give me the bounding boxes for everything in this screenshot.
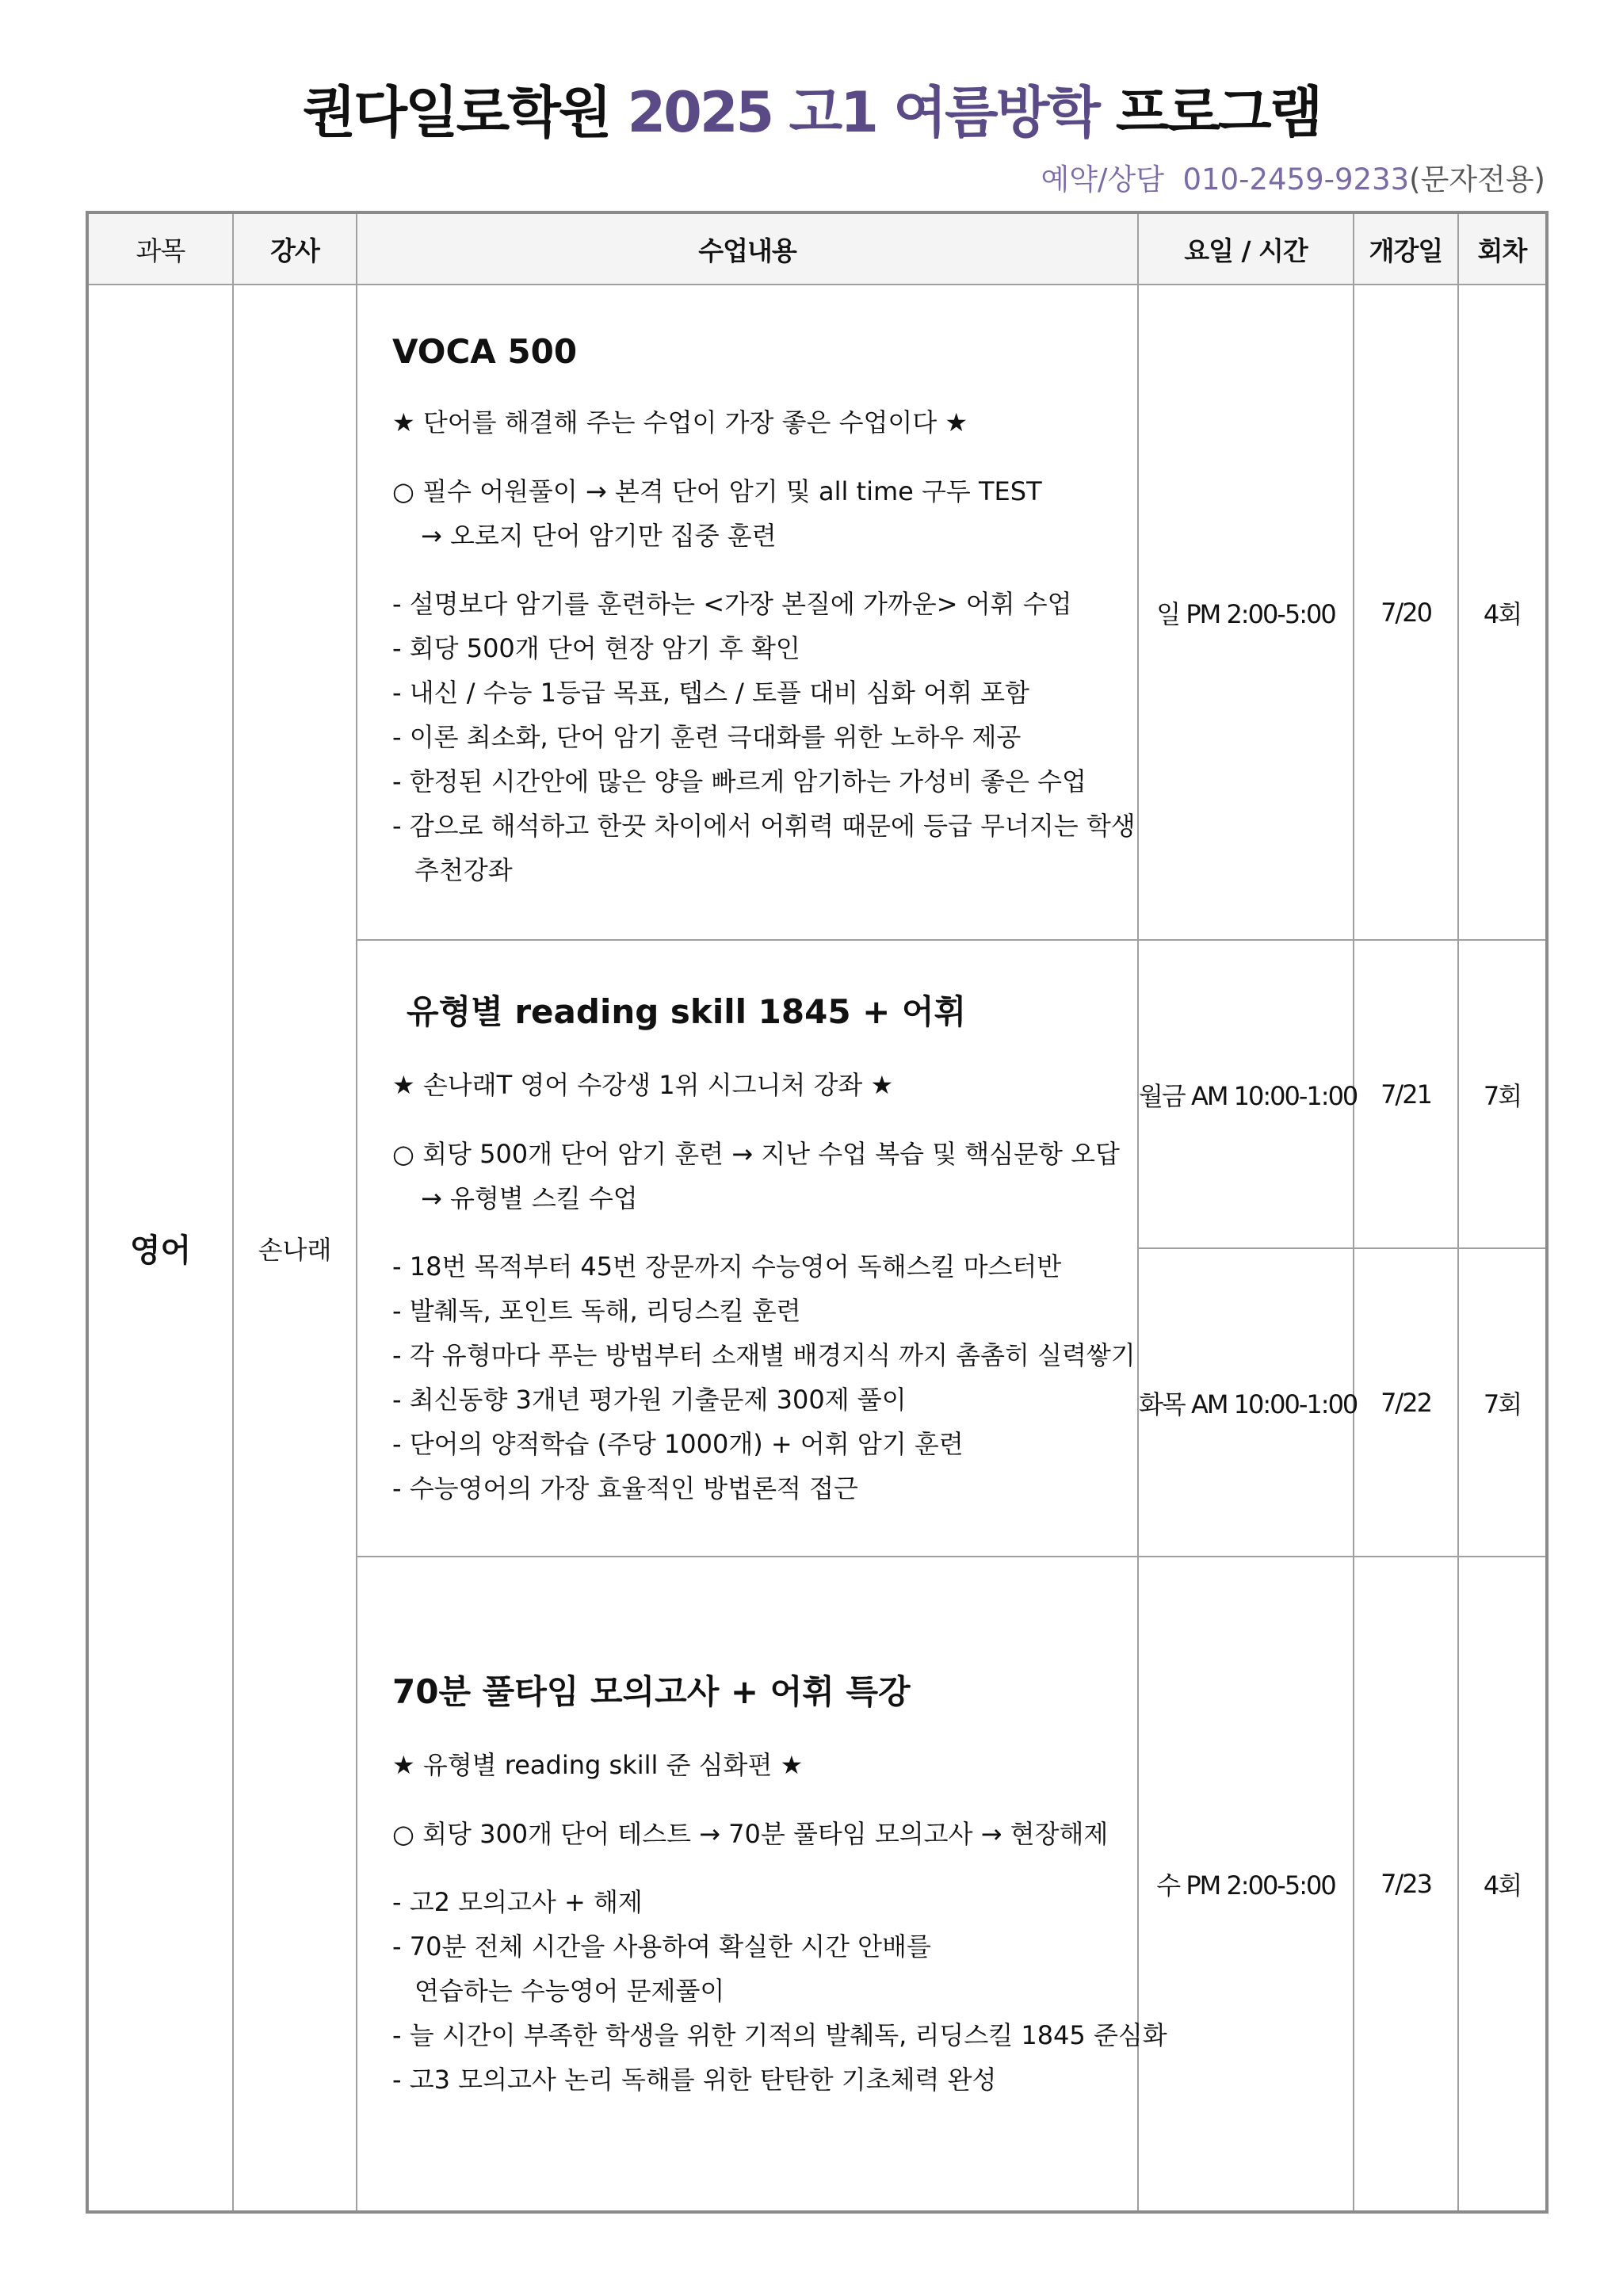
- subject-cell: 영어: [87, 285, 233, 2212]
- session-start: 7/21: [1354, 940, 1458, 1248]
- bullet-item: - 내신 / 수능 1등급 목표, 텝스 / 토플 대비 심화 어휘 포함: [392, 678, 1029, 708]
- flow-line: → 오로지 단어 암기만 집중 훈련: [421, 521, 777, 551]
- session-start: 7/22: [1354, 1248, 1458, 1557]
- session-time: 일 PM 2:00-5:00: [1138, 285, 1354, 940]
- bullet-item: - 고3 모의고사 논리 독해를 위한 탄탄한 기초체력 완성: [392, 2065, 997, 2095]
- table-row: [87, 285, 1547, 940]
- course-title: 70분 풀타임 모의고사 + 어휘 특강: [392, 1672, 911, 1711]
- flow-line: ○ 회당 300개 단어 테스트 → 70분 풀타임 모의고사 → 현장해제: [392, 1819, 1109, 1849]
- session-time: 화목 AM 10:00-1:00: [1138, 1248, 1354, 1557]
- course-tagline: ★ 단어를 해결해 주는 수업이 가장 좋은 수업이다 ★: [392, 407, 968, 437]
- program-name: 2025 고1 여름방학: [627, 80, 1098, 145]
- col-header-time: 요일 / 시간: [1138, 212, 1354, 285]
- bullet-item: - 70분 전체 시간을 사용하여 확실한 시간 안배를: [392, 1931, 931, 1962]
- flow-line: ○ 필수 어원풀이 → 본격 단어 암기 및 all time 구두 TEST: [392, 476, 1042, 506]
- course-flow: [392, 1132, 1121, 1221]
- bullet-item: - 한정된 시간안에 많은 양을 빠르게 암기하는 가성비 좋은 수업: [392, 766, 1086, 797]
- contact-phone: 010-2459-9233: [1182, 162, 1410, 197]
- schedule-table: [86, 211, 1549, 2214]
- session-count: 7회: [1458, 940, 1547, 1248]
- bullet-item: - 단어의 양적학습 (주당 1000개) + 어휘 암기 훈련: [392, 1429, 964, 1459]
- teacher-cell: 손나래: [233, 285, 357, 2212]
- course-flow: [392, 1812, 1121, 1856]
- session-time: 월금 AM 10:00-1:00: [1138, 940, 1354, 1248]
- page-title: [0, 68, 1623, 148]
- bullet-item: - 발췌독, 포인트 독해, 리딩스킬 훈련: [392, 1296, 801, 1326]
- course-tagline: ★ 손나래T 영어 수강생 1위 시그니처 강좌 ★: [392, 1070, 894, 1100]
- col-header-content: 수업내용: [357, 212, 1138, 285]
- bullet-item: 연습하는 수능영어 문제풀이: [414, 1976, 725, 2006]
- course-bullets: [392, 1880, 1167, 2102]
- course-tagline: ★ 유형별 reading skill 준 심화편 ★: [392, 1750, 804, 1780]
- session-start: 7/20: [1354, 285, 1458, 940]
- bullet-item: - 늘 시간이 부족한 학생을 위한 기적의 발췌독, 리딩스킬 1845 준심화: [392, 2020, 1167, 2050]
- session-start: 7/23: [1354, 1557, 1458, 2212]
- course-content-mock-exam: [357, 1557, 1167, 2212]
- session-count: 4회: [1458, 285, 1547, 940]
- col-header-subject: 과목: [87, 212, 233, 285]
- academy-name: 퀀다일로학원: [302, 80, 610, 145]
- session-count: 7회: [1458, 1248, 1547, 1557]
- bullet-item: - 18번 목적부터 45번 장문까지 수능영어 독해스킬 마스터반: [392, 1251, 1062, 1282]
- col-header-start-date: 개강일: [1354, 212, 1458, 285]
- bullet-item: - 회당 500개 단어 현장 암기 후 확인: [392, 633, 800, 663]
- bullet-item: - 설명보다 암기를 훈련하는 <가장 본질에 가까운> 어휘 수업: [392, 589, 1072, 619]
- contact-note: (문자전용): [1409, 162, 1545, 197]
- course-content-reading: [357, 940, 1138, 1557]
- bullet-item: - 고2 모의고사 + 해제: [392, 1887, 643, 1917]
- bullet-item: - 최신동향 3개년 평가원 기출문제 300제 풀이: [392, 1385, 907, 1415]
- bullet-item: 추천강좌: [414, 855, 513, 885]
- session-count: 4회: [1458, 1557, 1547, 2212]
- contact-label: 예약/상담: [1041, 162, 1164, 197]
- bullet-item: - 수능영어의 가장 효율적인 방법론적 접근: [392, 1473, 858, 1503]
- bullet-item: - 감으로 해석하고 한끗 차이에서 어휘력 때문에 등급 무너지는 학생: [392, 811, 1136, 841]
- course-title: 유형별 reading skill 1845 + 어휘: [407, 992, 967, 1031]
- flow-line: ○ 회당 500개 단어 암기 훈련 → 지난 수업 복습 및 핵심문항 오답: [392, 1139, 1120, 1169]
- col-header-count: 회차: [1458, 212, 1547, 285]
- course-bullets: [392, 582, 1136, 892]
- course-content-voca: [357, 285, 1138, 940]
- flow-line: → 유형별 스킬 수업: [421, 1183, 638, 1213]
- table-header-row: [87, 212, 1547, 285]
- program-suffix: 프로그램: [1115, 80, 1321, 145]
- course-bullets: [392, 1244, 1136, 1511]
- course-title: VOCA 500: [392, 332, 578, 371]
- contact-info: [1041, 155, 1545, 198]
- bullet-item: - 이론 최소화, 단어 암기 훈련 극대화를 위한 노하우 제공: [392, 722, 1022, 752]
- bullet-item: - 각 유형마다 푸는 방법부터 소재별 배경지식 까지 촘촘히 실력쌓기: [392, 1340, 1136, 1370]
- col-header-teacher: 강사: [233, 212, 357, 285]
- session-time: 수 PM 2:00-5:00: [1138, 1557, 1354, 2212]
- course-flow: [392, 469, 1121, 558]
